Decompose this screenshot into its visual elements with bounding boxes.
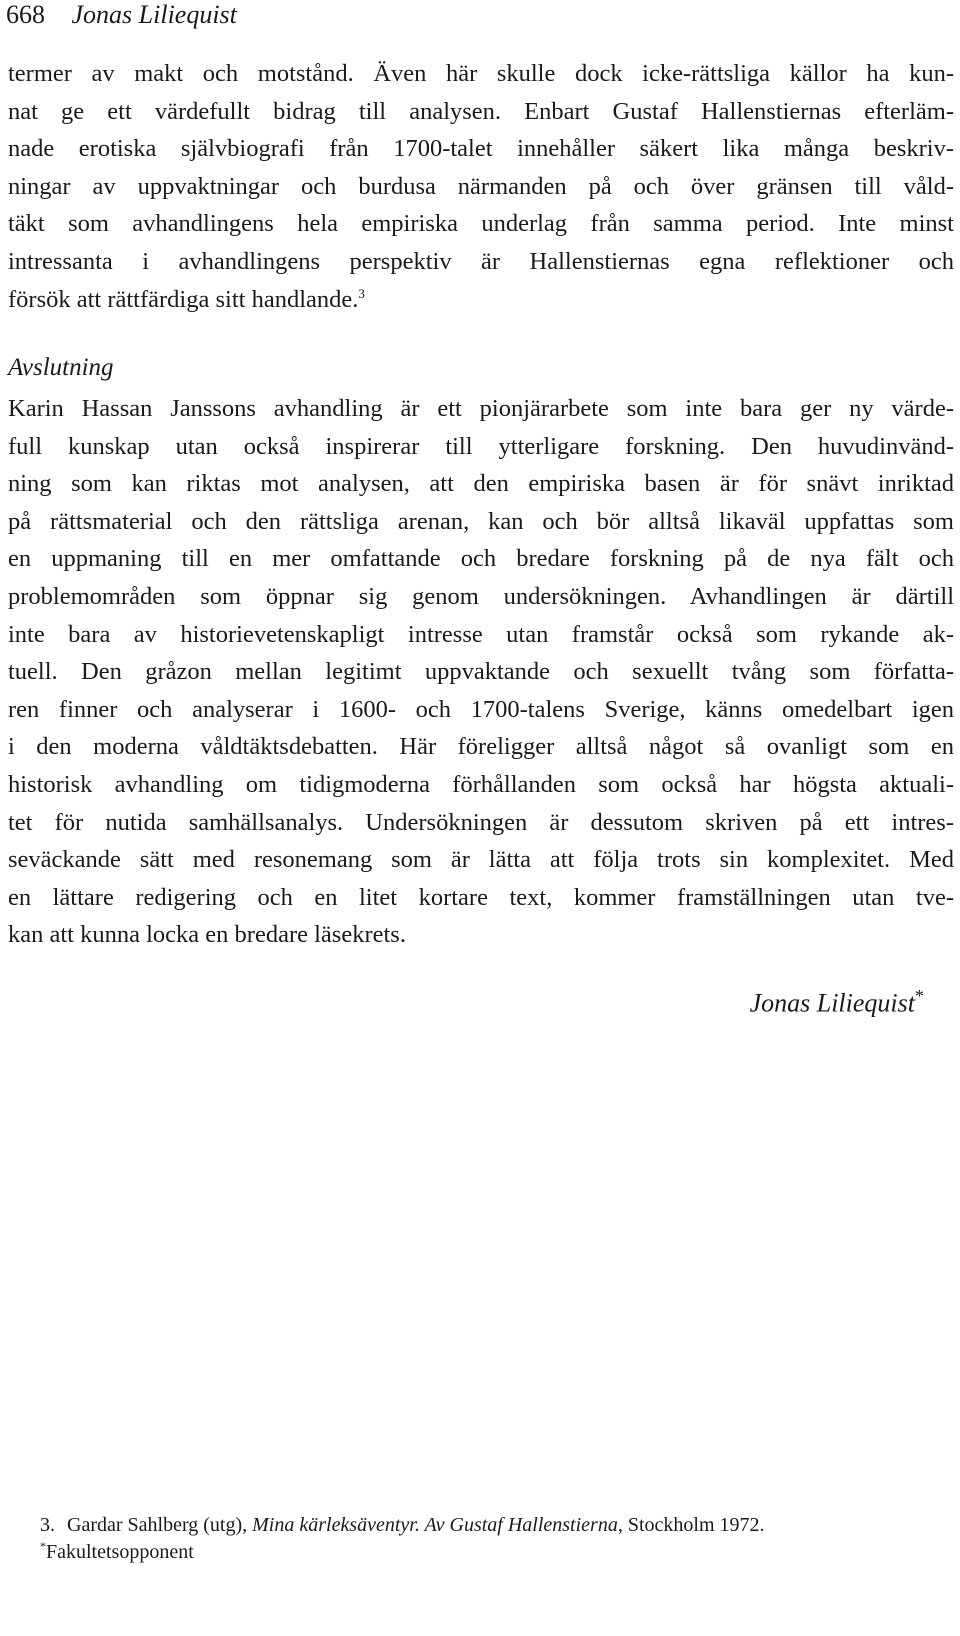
text-line-last: kan att kunna locka en bredare läsekrets.: [8, 921, 406, 949]
text-line: tet för nutida samhällsanalys. Undersökningen är dessutom skriven på ett intres-: [8, 808, 954, 836]
text-line: ningar av uppvaktningar och burdusa närmanden på och över gränsen till våld-: [8, 172, 954, 200]
footnote-star-mark: *: [40, 1539, 46, 1553]
text-line: en uppmaning till en mer omfattande och bredare forskning på de nya fält och: [8, 545, 954, 573]
text-line: i den moderna våldtäktsdebatten. Här föreligger alltså något så ovanligt som en: [8, 733, 954, 761]
footnote-star-text: Fakultetsopponent: [46, 1541, 194, 1563]
author-signature: [750, 980, 924, 1020]
page-number: 668: [6, 0, 45, 29]
footnote-star: [40, 1539, 765, 1566]
running-head: [6, 0, 237, 30]
footnotes: [40, 1512, 765, 1566]
text-line: täkt som avhandlingens hela empiriska underlag från samma period. Inte minst: [8, 210, 954, 238]
running-head-author: Jonas Liliequist: [71, 0, 237, 29]
section-heading: Avslutning: [8, 354, 114, 381]
text-line: Karin Hassan Janssons avhandling är ett pionjärarbete som inte bara ger ny värde-: [8, 395, 954, 422]
body-paragraph-2: [8, 390, 954, 954]
text-line: problemområden som öppnar sig genom undersökningen. Avhandlingen är därtill: [8, 582, 954, 610]
text-line: intressanta i avhandlingens perspektiv är Hallenstiernas egna reflektioner och: [8, 247, 954, 275]
footnote-text-end: , Stockholm 1972.: [617, 1514, 765, 1536]
text-line-last: [8, 281, 954, 319]
footnote-text: Gardar Sahlberg (utg),: [67, 1514, 248, 1536]
text-line: historisk avhandling om tidigmoderna förhållanden som också har högsta aktuali-: [8, 770, 954, 798]
footnote-3: [40, 1512, 765, 1539]
text-line: seväckande sätt med resonemang som är lätta att följa trots sin komplexitet. Med: [8, 846, 954, 874]
text-line: inte bara av historievetenskapligt intresse utan framstår också som rykande ak-: [8, 620, 954, 648]
text-line: nat ge ett värdefullt bidrag till analysen. Enbart Gustaf Hallenstiernas efterläm-: [8, 97, 954, 125]
text-line: en lättare redigering och en litet kortare text, kommer framställningen utan tve-: [8, 883, 954, 911]
text-line: på rättsmaterial och den rättsliga arenan, kan och bör alltså likaväl uppfattas som: [8, 507, 954, 535]
signature-footnote-mark: *: [915, 986, 924, 1006]
footnote-number: 3.: [40, 1514, 55, 1536]
body-paragraph-1: [8, 55, 954, 318]
signature-name: Jonas Liliequist: [749, 988, 915, 1018]
text-line-content: försök att rättfärdiga sitt handlande.: [8, 285, 359, 313]
text-line: full kunskap utan också inspirerar till ytterligare forskning. Den huvudinvänd-: [8, 432, 954, 460]
text-line: tuell. Den gråzon mellan legitimt uppvaktande och sexuellt tvång som författa-: [8, 658, 954, 686]
footnote-reference: 3: [358, 285, 365, 301]
text-line: termer av makt och motstånd. Även här skulle dock icke-rättsliga källor ha kun-: [8, 60, 954, 87]
text-line: ren finner och analyserar i 1600- och 1700-talens Sverige, känns omedelbart igen: [8, 695, 954, 723]
text-line: ning som kan riktas mot analysen, att den empiriska basen är för snävt inriktad: [8, 470, 954, 498]
footnote-book-title: Mina kärleksäventyr. Av Gustaf Hallenstierna: [252, 1514, 618, 1536]
text-line: nade erotiska självbiografi från 1700-talet innehåller säkert lika många beskriv-: [8, 135, 954, 163]
